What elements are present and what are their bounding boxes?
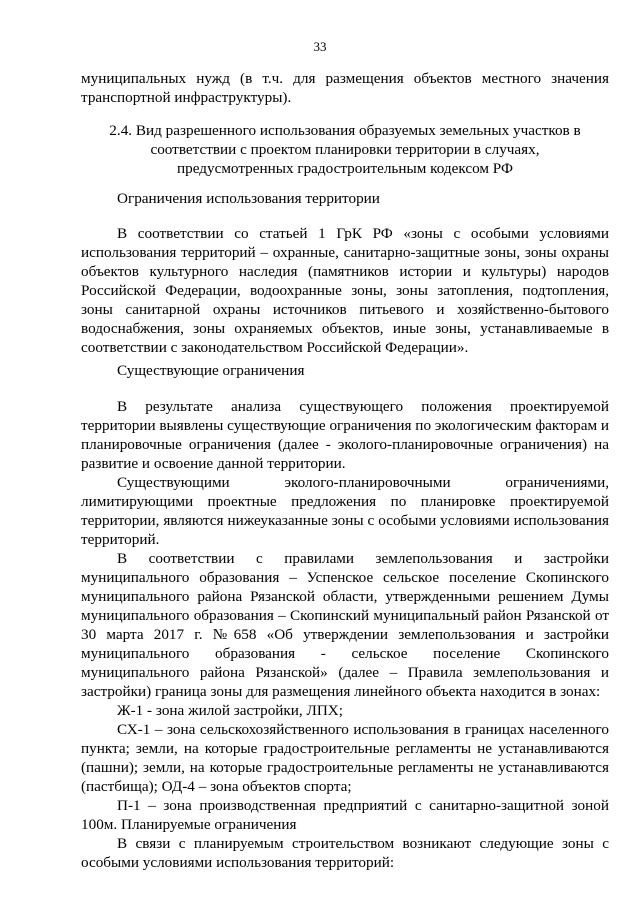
zone-p1: П-1 – зона производственная предприятий с санитарно-защитной зоной 100м. Планируемые ограничения <box>81 797 609 833</box>
body-text <box>81 397 609 872</box>
paragraph-planned-zones: В связи с планируемым строительством возникают следующие зоны с особыми условиями использования территорий: <box>81 835 609 871</box>
paragraph-rules: В соответствии с правилами землепользования и застройки муниципального образования – Успенское сельское поселение Скопинского муниципального района Рязанской области, утвержденными решением Думы муниципального образования – Скопинский муниципальный район Рязанской от 30 марта 2017 г. №658 «Об утверждении землепользования и застройки муниципального образования - сельское поселение Скопинского муниципального района Рязанской» (далее – Правила землепользования и застройки) граница зоны для размещения линейного объекта находится в зонах: <box>81 550 609 700</box>
page-number: 33 <box>313 39 327 54</box>
zone-zh1: Ж-1 - зона жилой застройки, ЛПХ; <box>117 702 343 719</box>
subheading-restrictions: Ограничения использования территории <box>117 190 380 207</box>
intro-paragraph: муниципальных нужд (в т.ч. для размещения объектов местного значения транспортной инфраструктуры). <box>81 70 609 106</box>
subheading-existing: Существующие ограничения <box>117 362 305 379</box>
paragraph-grk-article: В соответствии со статьей 1 ГрК РФ «зоны с особыми условиями использования территорий – охранные, санитарно-защитные зоны, зоны охраны объектов культурного наследия (памятников истории и культуры) народов Российской Федерации, водоохранные зоны, зоны затопления, подтопления, зоны санитарной охраны источников питьевого и хозяйственно-бытового водоснабжения, зоны охраняемых объектов, иные зоны, устанавливаемые в соответствии с законодательством Российской Федерации». <box>81 225 609 356</box>
paragraph-limits: Существующими эколого-планировочными ограничениями, лимитирующими проектные предложения по планировке проектируемой территории, являются нижеуказанные зоны с особыми условиями использования территорий. <box>81 474 609 548</box>
paragraph-analysis: В результате анализа существующего положения проектируемой территории выявлены существующие ограничения по экологическим факторам и планировочные ограничения (далее - эколого-планировочные ограничения) на развитие и освоение данной территории. <box>81 398 609 472</box>
zone-skh1: СХ-1 – зона сельскохозяйственного использования в границах населенного пункта; земли, на которые градостроительные регламенты не устанавливаются (пашни); земли, на которые градостроительные регламенты не устанавливаются (пастбища); ОД-4 – зона объектов спорта; <box>81 721 609 795</box>
section-heading: 2.4. Вид разрешенного использования образуемых земельных участков в соответствии с проектом планировки территории в случаях, предусмотренных градостроительным кодексом РФ <box>109 122 581 177</box>
